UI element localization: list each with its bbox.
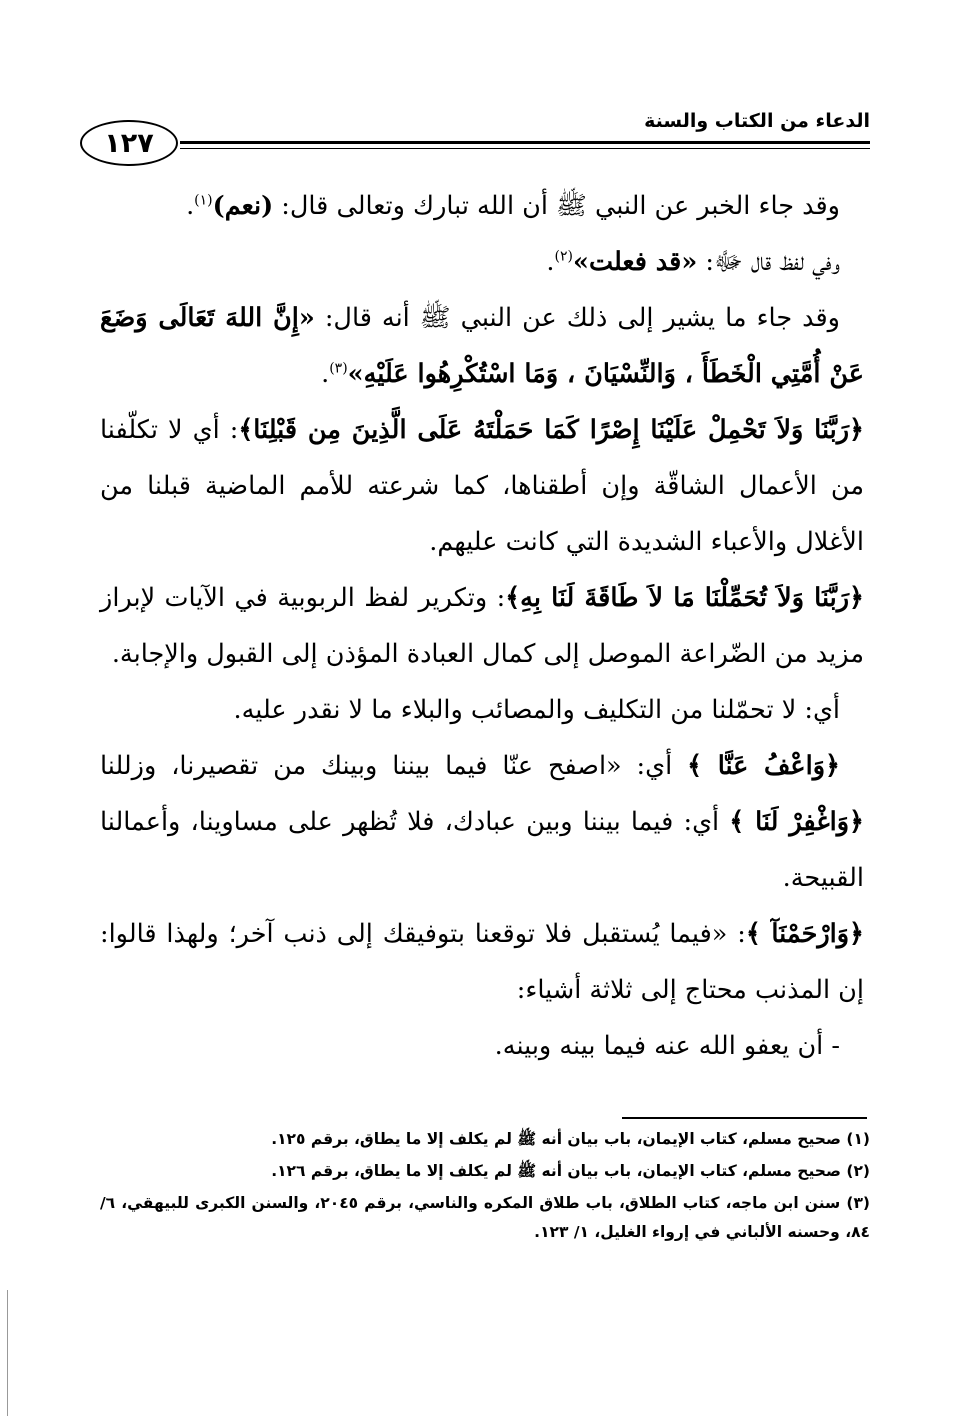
paragraph-text: أي: «اصفح عنّا فيما بيننا وبينك من تقصيرنا، وزللنا bbox=[100, 751, 688, 781]
list-item: - أن يعفو الله عنه فيما بينه وبينه. bbox=[494, 1031, 840, 1061]
hadith-quote: «قد فعلت» bbox=[573, 247, 698, 277]
footnote-3: (٣) سنن ابن ماجه، كتاب الطلاق، باب طلاق المكره والناسي، برقم ٢٠٤٥، والسنن الكبرى للبيهقي، ٦/ ٨٤، وحسنه الألباني في إرواء الغليل، ١/ ١٢٣. bbox=[100, 1194, 871, 1241]
paragraph-7 bbox=[100, 738, 864, 906]
quran-verse: ﴿وَاغْفِرْ لَنَا ﴾ bbox=[729, 807, 865, 837]
paragraph-text: أي: فيما بيننا وبين عبادك، فلا تُظهر على مساوينا، وأعمالنا القبيحة. bbox=[100, 807, 864, 893]
quran-verse: ﴿رَبَّنَا وَلاَ تَحْمِلْ عَلَيْنَا إِصْرًا كَمَا حَمَلْتَهُ عَلَى الَّذِينَ مِن قَبْلِنَا﴾ bbox=[238, 415, 864, 445]
header-rule bbox=[180, 141, 870, 144]
paragraph-text: وقد جاء ما يشير إلى ذلك عن النبي ﷺ أنه قال: bbox=[314, 303, 840, 333]
quran-verse: ﴿رَبَّنَا وَلاَ تُحَمِّلْنَا مَا لاَ طَاقَةَ لَنَا بِهِ﴾ bbox=[505, 583, 864, 613]
hadith-quote: «إِنَّ اللهَ تَعَالَى وَضَعَ عَنْ أُمَّتِي الْخَطَأَ ، وَالنِّسْيَانَ ، وَمَا اسْتُكْرِهُوا عَلَيْهِ» bbox=[100, 303, 864, 389]
paragraph-1 bbox=[100, 178, 864, 234]
footnote-2: (٢) صحيح مسلم، كتاب الإيمان، باب بيان أنه ﷺ لم يكلف إلا ما يطاق، برقم ١٢٦. bbox=[271, 1162, 870, 1180]
footnote-ref: (١) bbox=[194, 192, 213, 209]
paragraph-text: وفي لفظ قال ﷻ: bbox=[697, 247, 840, 277]
paragraph-text: وقد جاء الخبر عن النبي ﷺ أن الله تبارك وتعالى قال: bbox=[273, 191, 840, 221]
scan-edge-line bbox=[7, 1290, 8, 1416]
footnote-divider bbox=[622, 1117, 867, 1119]
paragraph-6 bbox=[100, 682, 864, 738]
hadith-quote: (نعم) bbox=[212, 191, 274, 221]
paragraph-5 bbox=[100, 570, 864, 682]
paragraph-3 bbox=[100, 290, 864, 402]
footnote-1: (١) صحيح مسلم، كتاب الإيمان، باب بيان أنه ﷺ لم يكلف إلا ما يطاق، برقم ١٢٥. bbox=[271, 1130, 870, 1148]
paragraph-end: . bbox=[546, 247, 555, 277]
paragraph-8 bbox=[100, 906, 864, 1018]
paragraph-text: : «فيما يُستقبل فلا توقعنا بتوفيقك إلى ذنب آخر؛ ولهذا قالوا: إن المذنب محتاج إلى ثلاثة أشياء: bbox=[100, 919, 864, 1005]
main-text bbox=[100, 178, 864, 1074]
page-number: ١٢٧ bbox=[80, 120, 178, 166]
running-title: الدعاء من الكتاب والسنة bbox=[644, 110, 870, 132]
footnotes bbox=[100, 1125, 870, 1250]
paragraph-9 bbox=[100, 1018, 864, 1074]
quran-verse: ﴿وَاعْفُ عَنَّا ﴾ bbox=[687, 751, 840, 781]
paragraph-text: : أي لا تكلّفنا من الأعمال الشاقّة وإن أطقناها، كما شرعته للأمم الماضية قبلنا من الأغلال والأعباء الشديدة التي كانت عليهم. bbox=[100, 415, 864, 557]
quran-verse: ﴿وَارْحَمْنَآ ﴾ bbox=[745, 919, 864, 949]
header-rule-thin bbox=[180, 148, 870, 149]
paragraph-end: . bbox=[321, 359, 330, 389]
paragraph-end: . bbox=[186, 191, 195, 221]
page-header bbox=[80, 108, 870, 168]
paragraph-4 bbox=[100, 402, 864, 570]
paragraph-2 bbox=[100, 234, 864, 290]
paragraph-text: أي: لا تحمّلنا من التكليف والمصائب والبلاء ما لا نقدر عليه. bbox=[233, 695, 840, 725]
footnote-ref: (٢) bbox=[554, 248, 573, 265]
paragraph-text: : وتكرير لفظ الربوبية في الآيات لإبراز مزيد من الضّراعة الموصل إلى كمال العبادة المؤذن إلى القبول والإجابة. bbox=[100, 583, 864, 669]
footnote-ref: (٣) bbox=[329, 360, 348, 377]
